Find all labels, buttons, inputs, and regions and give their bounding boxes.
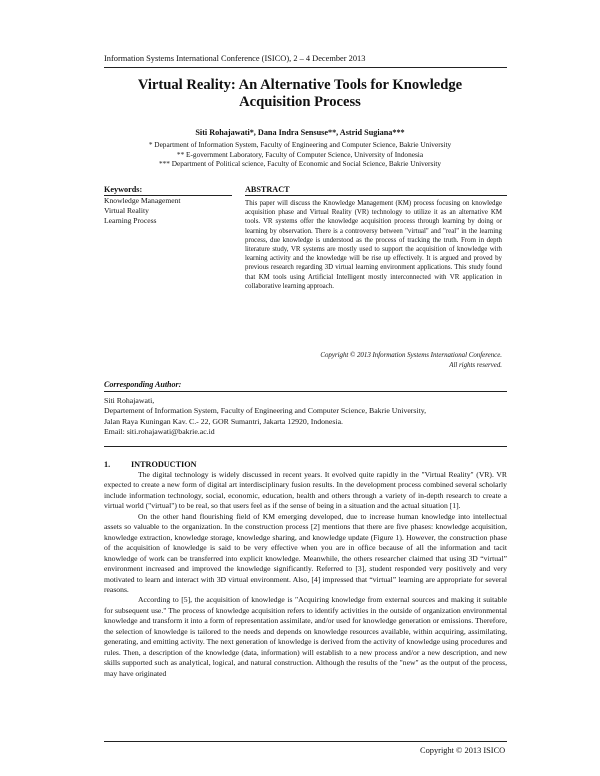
affiliation-1: * Department of Information System, Faculty of Engineering and Computer Science, Bakrie University bbox=[148, 140, 452, 149]
paper-title bbox=[60, 77, 540, 111]
affiliation-2: ** E-government Laboratory, Faculty of Computer Science, University of Indonesia bbox=[176, 149, 424, 159]
corresponding-address: Jalan Raya Kuningan Kav. C.- 22, GOR Sumantri, Jakarta 12920, Indonesia. bbox=[104, 416, 343, 426]
title-line-2: Acquisition Process bbox=[239, 94, 361, 110]
keyword-item: Virtual Reality bbox=[104, 206, 149, 215]
affiliations bbox=[60, 140, 540, 169]
abstract-text: This paper will discuss the Knowledge Management (KM) process focusing on knowledge acquisition phase and Virtual Reality (VR) technology to utilize it as an alternative KM tools. VR systems offer the knowledge acquisition process through learning by doing or learning by observation. There is a controversy between "virtual" and "real" in the learning process, due knowledge is understood as the process of tracking the truth. From in depth literature study, VR systems are mostly used to support the acquisition of knowledge with learning activity and the knowledge will be rise up effectively. It is argued and proved by previous research regarding 3D virtual learning environment applications. This study found that KM tools using Artificial Intelligent mostly interconnected with VR application in collaborative learning approach. bbox=[245, 200, 502, 290]
section-rule bbox=[104, 446, 507, 447]
corresponding-email: Email: siti.rohajawati@bakrie.ac.id bbox=[104, 426, 215, 436]
paragraph: On the other hand flourishing field of KM emerging developed, due to increase human knowledge into intellectual assets so valuable to the organization. In the construction process [2] mentions that there are five phases: knowledge acquisition, knowledge extraction, knowledge storage, knowledge sharing, and knowledge update (Figure 1). However, the construction phase of the acquisition of knowledge is said to be very effective when you are in office because of all the information and tacit knowledge of work can be transferred into explicit knowledge. Meanwhile, the others researcher claimed that using 3D “virtual” environment increased and improved the knowledge significantly. Referred to [3], student responded very positively and very motivated to learn and interact with 3D virtual environment. Also, [4] impressed that “virtual” learning are appropriate for several reasons. bbox=[104, 511, 507, 594]
keywords-heading: Keywords: bbox=[104, 185, 143, 194]
abstract-rule bbox=[245, 195, 507, 196]
abstract-copyright bbox=[245, 351, 502, 370]
keyword-item: Learning Process bbox=[104, 216, 157, 225]
corresponding-heading: Corresponding Author: bbox=[104, 380, 182, 389]
author-list: Siti Rohajawati*, Dana Indra Sensuse**, Astrid Sugiana*** bbox=[195, 128, 405, 137]
paragraph: The digital technology is widely discussed in recent years. It evolved quite rapidly in the "Virtual Reality" (VR). VR expected to create a new form of digital art interdisciplinary fusion results. In the development process combined several scholarly include information technology, social, economic, education, health and others through a variety of in-depth research to create a virtual world ("virtual") to be real, so that users feel as if the sense of being in a situation and the actual situation [1]. bbox=[104, 470, 507, 511]
abstract-copyright-line: Copyright © 2013 Information Systems International Conference. bbox=[320, 352, 502, 359]
keyword-item: Knowledge Management bbox=[104, 196, 181, 205]
corresponding-dept: Departement of Information System, Faculty of Engineering and Computer Science, Bakrie University, bbox=[104, 406, 427, 416]
introduction-body bbox=[104, 470, 507, 679]
corresponding-name: Siti Rohajawati, bbox=[104, 396, 155, 405]
footer-copyright: Copyright © 2013 ISICO bbox=[420, 746, 506, 755]
abstract-rights-line: All rights reserved. bbox=[449, 361, 502, 369]
title-line-1: Virtual Reality: An Alternative Tools for Knowledge bbox=[137, 77, 463, 93]
footer-rule bbox=[104, 741, 507, 742]
affiliation-3: *** Department of Political science, Faculty of Economic and Social Science, Bakrie University bbox=[158, 159, 442, 169]
section-title: INTRODUCTION bbox=[131, 460, 197, 469]
section-number: 1. bbox=[104, 460, 111, 469]
paragraph: According to [5], the acquisition of knowledge is "Acquiring knowledge from external sources and making it suitable for subsequent use." The process of knowledge acquisition refers to identify activities in the outside of organization environmental knowledge and transform it into a form of representation assimilate, and/or used for knowledge generation or emissions. Therefore, the selection of knowledge is tailored to the needs and depends on knowledge resources available, within acquiring, assimilating, generating, and emitting activity. The next generation of knowledge is derived from the activity of knowledge using procedures and rules. Then, a description of the knowledge (data, information) will establish to a new process and/or a new description, and new skills supported such as analytical, logical, and natural construction. Although the results of the "new" as the output of the process, may have originated bbox=[104, 595, 507, 678]
conference-header: Information Systems International Conference (ISICO), 2 – 4 December 2013 bbox=[104, 54, 366, 63]
section-heading bbox=[104, 460, 197, 469]
corresponding-info bbox=[104, 396, 426, 437]
abstract-heading: ABSTRACT bbox=[245, 185, 290, 194]
corresponding-rule bbox=[104, 391, 507, 392]
header-rule bbox=[104, 67, 507, 68]
keywords-list bbox=[104, 196, 181, 226]
